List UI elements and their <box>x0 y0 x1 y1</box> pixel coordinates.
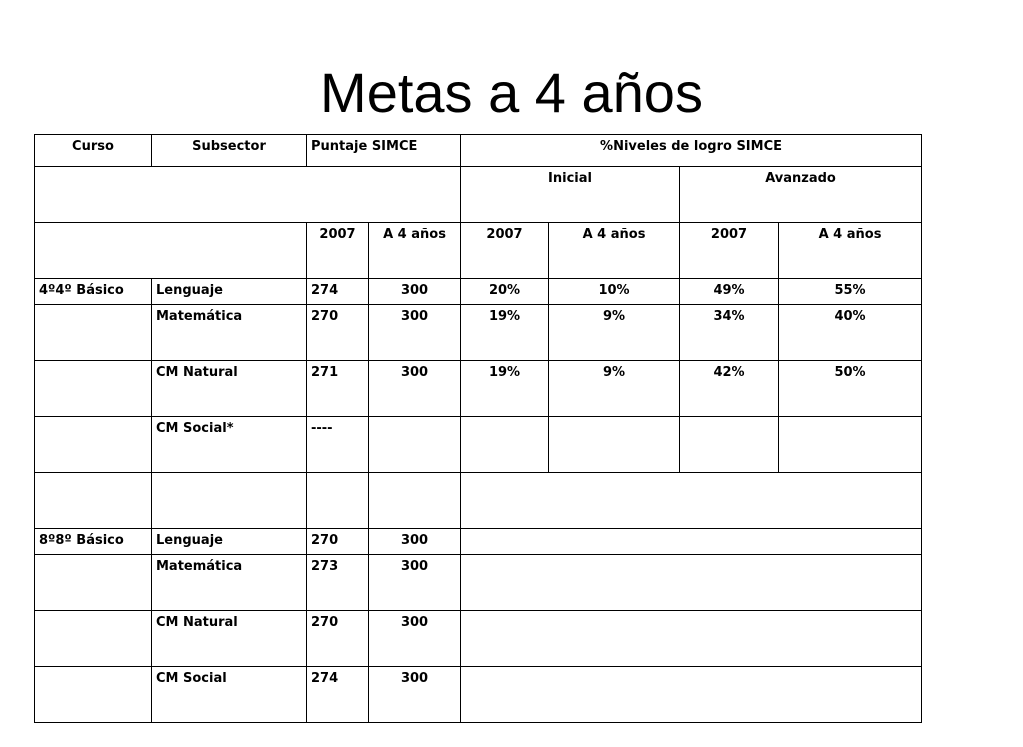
puntaje-2007-cell: 274 <box>307 667 369 723</box>
curso-cell: 8º8º Básico <box>35 529 152 555</box>
inicial-2007-cell: 19% <box>461 305 549 361</box>
curso-cell <box>35 473 152 529</box>
table-row <box>35 417 922 473</box>
subsector-cell <box>152 473 307 529</box>
header-curso: Curso <box>35 135 152 167</box>
header-level-row <box>35 167 922 223</box>
inicial-2007-cell: 20% <box>461 279 549 305</box>
curso-cell <box>35 611 152 667</box>
header-row <box>35 135 922 167</box>
merged-empty-cell <box>461 473 922 529</box>
puntaje-2007-cell <box>307 473 369 529</box>
inicial-4-cell: 9% <box>549 305 680 361</box>
table-row <box>35 361 922 417</box>
merged-empty-cell <box>461 667 922 723</box>
subsector-cell: Matemática <box>152 305 307 361</box>
header-year-row <box>35 223 922 279</box>
puntaje-2007-cell: 270 <box>307 611 369 667</box>
puntaje-4-cell: 300 <box>369 305 461 361</box>
subsector-cell: CM Natural <box>152 361 307 417</box>
puntaje-4-cell: 300 <box>369 667 461 723</box>
curso-cell <box>35 305 152 361</box>
avanzado-4-cell: 55% <box>779 279 922 305</box>
header-avanzado-2007: 2007 <box>680 223 779 279</box>
table-row <box>35 473 922 529</box>
subsector-cell: CM Social* <box>152 417 307 473</box>
subsector-cell: Lenguaje <box>152 279 307 305</box>
table-row <box>35 667 922 723</box>
curso-cell <box>35 361 152 417</box>
puntaje-2007-cell: 271 <box>307 361 369 417</box>
header-avanzado-4: A 4 años <box>779 223 922 279</box>
curso-cell <box>35 667 152 723</box>
subsector-cell: Lenguaje <box>152 529 307 555</box>
header-puntaje-4: A 4 años <box>369 223 461 279</box>
header-puntaje-2007: 2007 <box>307 223 369 279</box>
subsector-cell: Matemática <box>152 555 307 611</box>
avanzado-4-cell: 50% <box>779 361 922 417</box>
table-row <box>35 279 922 305</box>
curso-cell <box>35 555 152 611</box>
avanzado-2007-cell: 49% <box>680 279 779 305</box>
puntaje-2007-cell: 273 <box>307 555 369 611</box>
table-row <box>35 305 922 361</box>
inicial-4-cell: 9% <box>549 361 680 417</box>
puntaje-2007-cell: 270 <box>307 305 369 361</box>
puntaje-4-cell <box>369 473 461 529</box>
table-row <box>35 611 922 667</box>
puntaje-4-cell: 300 <box>369 279 461 305</box>
merged-empty-cell <box>461 611 922 667</box>
subsector-cell: CM Natural <box>152 611 307 667</box>
puntaje-4-cell: 300 <box>369 361 461 417</box>
puntaje-4-cell: 300 <box>369 611 461 667</box>
header-inicial: Inicial <box>461 167 680 223</box>
puntaje-4-cell: 300 <box>369 555 461 611</box>
inicial-4-cell <box>549 417 680 473</box>
table-row <box>35 529 922 555</box>
puntaje-2007-cell: 270 <box>307 529 369 555</box>
avanzado-4-cell <box>779 417 922 473</box>
avanzado-2007-cell <box>680 417 779 473</box>
subsector-cell: CM Social <box>152 667 307 723</box>
puntaje-2007-cell: 274 <box>307 279 369 305</box>
merged-empty-cell <box>461 555 922 611</box>
empty-cell <box>35 223 307 279</box>
header-puntaje: Puntaje SIMCE <box>307 135 461 167</box>
header-inicial-2007: 2007 <box>461 223 549 279</box>
goals-table <box>34 134 922 723</box>
header-subsector: Subsector <box>152 135 307 167</box>
curso-cell <box>35 417 152 473</box>
puntaje-2007-cell: ---- <box>307 417 369 473</box>
inicial-2007-cell <box>461 417 549 473</box>
merged-empty-cell <box>461 529 922 555</box>
table-row <box>35 555 922 611</box>
puntaje-4-cell <box>369 417 461 473</box>
puntaje-4-cell: 300 <box>369 529 461 555</box>
page-title: Metas a 4 años <box>320 61 703 124</box>
avanzado-2007-cell: 34% <box>680 305 779 361</box>
header-niveles: %Niveles de logro SIMCE <box>461 135 922 167</box>
avanzado-2007-cell: 42% <box>680 361 779 417</box>
empty-cell <box>35 167 461 223</box>
header-inicial-4: A 4 años <box>549 223 680 279</box>
header-avanzado: Avanzado <box>680 167 922 223</box>
inicial-4-cell: 10% <box>549 279 680 305</box>
inicial-2007-cell: 19% <box>461 361 549 417</box>
avanzado-4-cell: 40% <box>779 305 922 361</box>
curso-cell: 4º4º Básico <box>35 279 152 305</box>
